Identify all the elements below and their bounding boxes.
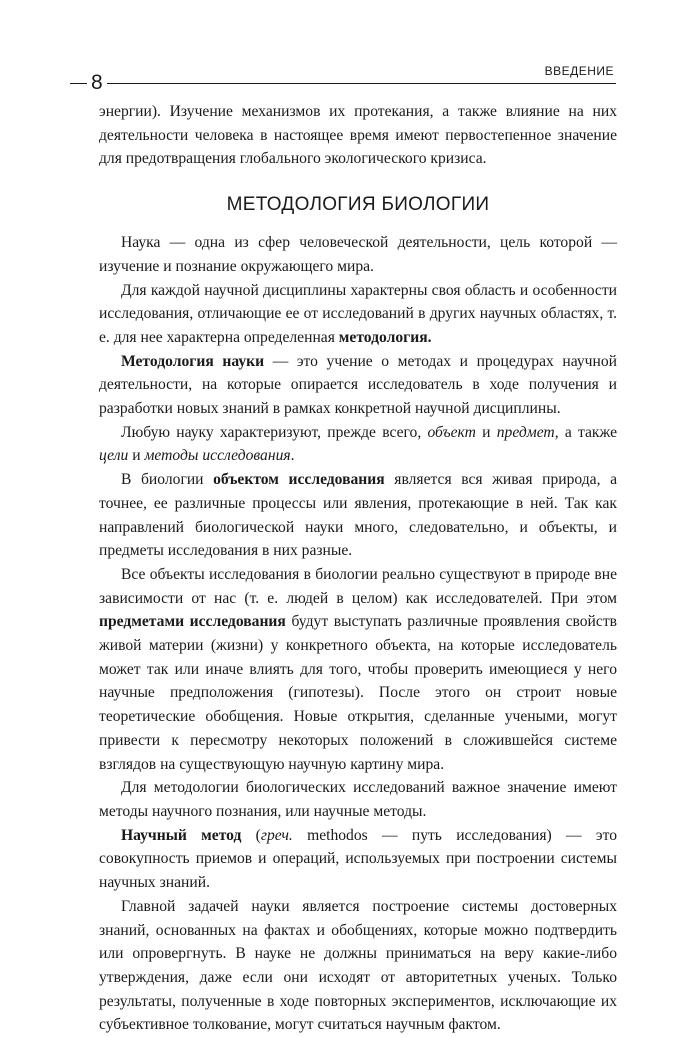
term-scientific-method: Научный метод bbox=[121, 826, 242, 844]
paragraph-9: Главной задачей науки является построение системы достоверных знаний, основанных на фактах и обобщениях, которые можно подтвердить или опровергнуть. В науке не должны приниматься на веру какие-либо утверждения, даже если они исходят от авторитетных ученых. Только результаты, полученные в ходе повторных экспериментов, исключающие их субъективное толкование, могут считаться научным фактом. bbox=[99, 897, 617, 1034]
page-header-rule bbox=[70, 72, 616, 94]
paragraph-4-text-1: Любую науку характеризуют, прежде всего, bbox=[121, 423, 428, 441]
paragraph-6-text-1: Все объекты исследования в биологии реально существуют в природе вне зависимости от нас (т. е. людей в целом) как исследователей. При этом bbox=[99, 565, 617, 607]
term-methodology: методология. bbox=[338, 328, 432, 346]
section-heading: МЕТОДОЛОГИЯ БИОЛОГИИ bbox=[226, 194, 490, 216]
paragraph-1: Наука — одна из сфер человеческой деятельности, цель которой — изучение и познание окружающего мира. bbox=[99, 234, 617, 275]
paragraph-3-text: — это учение о методах и процедурах научной деятельности, на которые опирается исследователь в ходе получения и разработки новых знаний в рамках конкретной научной дисциплины. bbox=[99, 352, 617, 418]
term-goals: цели bbox=[99, 447, 129, 465]
folio-dash bbox=[70, 83, 87, 84]
paragraph-6-text-2: будут выступать различные проявления свойств живой материи (жизни) у конкретного объекта, на которые исследователь может так или иначе влиять для того, чтобы проверить имеющиеся у него научные предположения (гипотезы). После этого он строит новые теоретические обобщения. Новые открытия, сделанные учеными, могут привести к пересмотру некоторых положений в сложившейся системе взглядов на существующую научную картину мира. bbox=[99, 613, 617, 773]
page-number: 8 bbox=[91, 71, 103, 94]
term-research-methods: методы исследования bbox=[144, 447, 291, 465]
term-object: объект bbox=[427, 423, 476, 441]
paragraph-3 bbox=[99, 350, 617, 421]
paragraph-2 bbox=[99, 279, 617, 350]
paragraph-5 bbox=[99, 468, 617, 563]
paragraph-4 bbox=[99, 421, 617, 468]
paragraph-8 bbox=[99, 824, 617, 895]
paragraph-4-text-5: . bbox=[290, 447, 295, 465]
body-text bbox=[99, 100, 617, 1037]
paragraph-4-text-2: и bbox=[475, 423, 497, 441]
term-research-subjects: предметами исследования bbox=[99, 613, 286, 631]
abbrev-greek: греч. bbox=[260, 826, 293, 844]
term-subject: предмет bbox=[496, 423, 555, 441]
paragraph-2-text: Для каждой научной дисциплины характерны своя область и особенности исследования, отличающие ее от исследований в других научных областях, т. е. для нее характерна определенная bbox=[99, 281, 617, 346]
paragraph-5-text-1: В биологии bbox=[121, 471, 214, 489]
intro-paragraph: энергии). Изучение механизмов их протекания, а также влияние на них деятельности человека в настоящее время имеют первостепенное значение для предотвращения глобального экологического кризиса. bbox=[99, 103, 617, 168]
paragraph-8-text-1: ( bbox=[241, 826, 261, 844]
header-rule bbox=[107, 83, 616, 84]
term-research-object: объектом исследования bbox=[213, 471, 385, 489]
running-title: ВВЕДЕНИЕ bbox=[544, 64, 614, 78]
paragraph-7: Для методологии биологических исследований важное значение имеют методы научного познания, или научные методы. bbox=[99, 779, 617, 820]
paragraph-5-text-2: является вся живая природа, а точнее, ее различные процессы или явления, протекающие в ней. Так как направлений биологической науки много, следовательно, и объекты, и предметы исследования в них разные. bbox=[99, 471, 618, 560]
paragraph-4-text-3: , а также bbox=[554, 423, 617, 441]
paragraph-6 bbox=[99, 563, 617, 776]
paragraph-4-text-4: и bbox=[128, 447, 145, 465]
term-methodology-of-science: Методология науки bbox=[121, 352, 265, 370]
paragraph-8-text-2: methodos — путь исследования) — это совокупность приемов и операций, используемых при построении системы научных знаний. bbox=[99, 826, 617, 892]
